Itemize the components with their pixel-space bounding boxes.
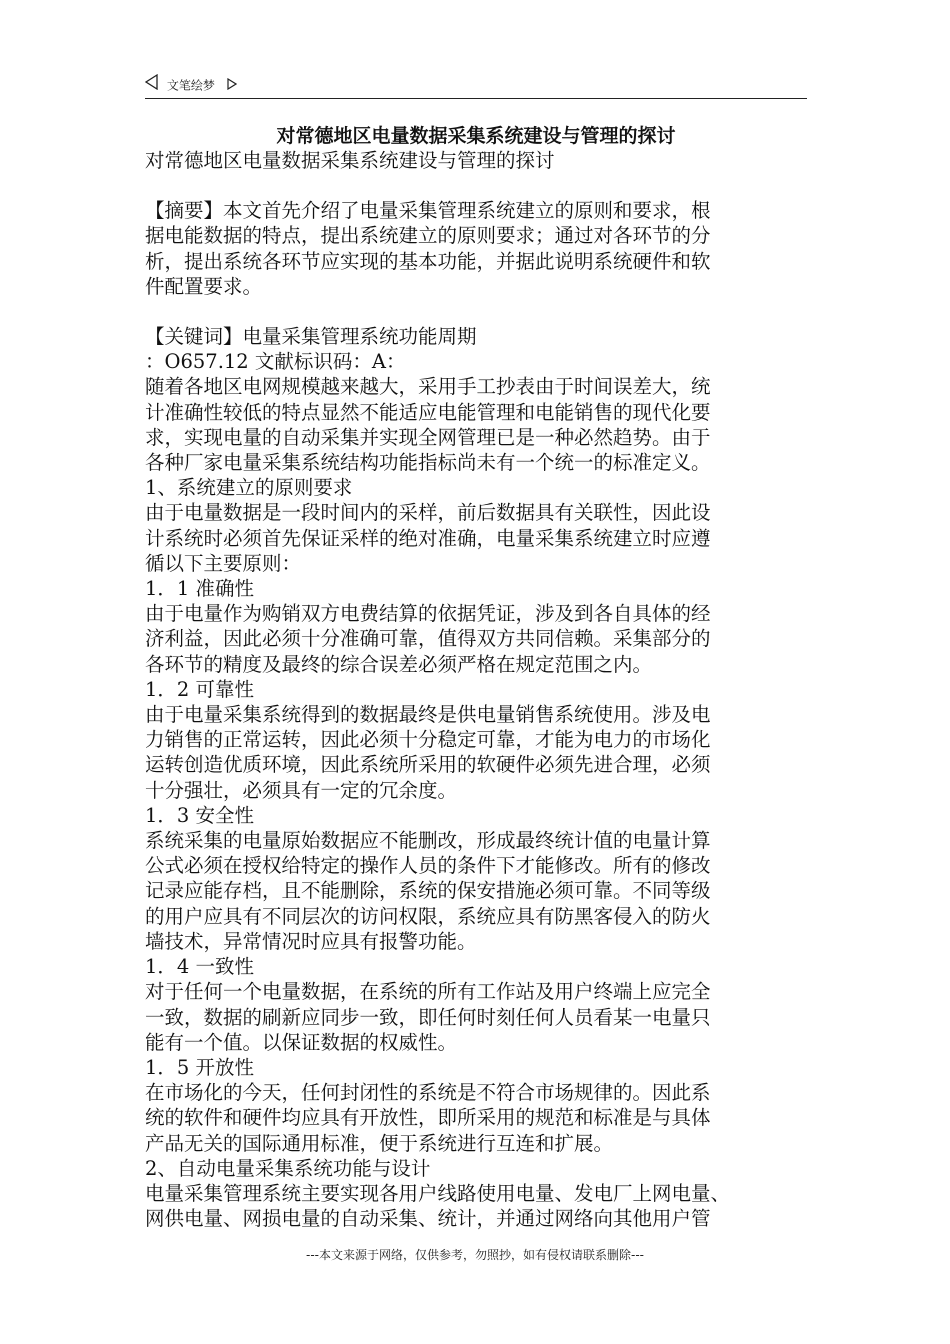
- body-line: 在市场化的今天，任何封闭性的系统是不符合市场规律的。因此系: [145, 1081, 711, 1105]
- body-line: 由于电量作为购销双方电费结算的依据凭证，涉及到各自具体的经: [145, 602, 711, 626]
- body-line: 各种厂家电量采集系统结构功能指标尚未有一个统一的标准定义。: [145, 451, 711, 475]
- body-line: 系统采集的电量原始数据应不能删改，形成最终统计值的电量计算: [145, 829, 711, 853]
- body-line: 能有一个值。以保证数据的权威性。: [145, 1030, 458, 1054]
- body-line: 济利益，因此必须十分准确可靠，值得双方共同信赖。采集部分的: [145, 627, 711, 651]
- triangle-left-icon: [145, 74, 159, 97]
- body-line: 十分强壮，必须具有一定的冗余度。: [145, 778, 458, 802]
- body-line: 产品无关的国际通用标准，便于系统进行互连和扩展。: [145, 1131, 614, 1155]
- document-body: [145, 148, 810, 1231]
- body-line: 电量采集管理系统主要实现各用户线路使用电量、发电厂上网电量、: [145, 1181, 731, 1205]
- body-line: 1、系统建立的原则要求: [145, 476, 353, 500]
- body-line: 各环节的精度及最终的综合误差必须严格在规定范围之内。: [145, 652, 653, 676]
- document-title: 对常德地区电量数据采集系统建设与管理的探讨: [276, 125, 676, 147]
- body-line: 1．2 可靠性: [145, 677, 255, 701]
- body-line: 统的软件和硬件均应具有开放性，即所采用的规范和标准是与具体: [145, 1106, 711, 1130]
- body-line: 随着各地区电网规模越来越大，采用手工抄表由于时间误差大，统: [145, 375, 711, 399]
- body-line: 2、自动电量采集系统功能与设计: [145, 1156, 431, 1180]
- body-line: 的用户应具有不同层次的访问权限，系统应具有防黑客侵入的防火: [145, 904, 711, 928]
- body-line: 析，提出系统各环节应实现的基本功能，并据此说明系统硬件和软: [145, 249, 711, 273]
- body-line: 1．5 开放性: [145, 1055, 255, 1079]
- body-line: 据电能数据的特点，提出系统建立的原则要求；通过对各环节的分: [145, 224, 711, 248]
- body-line: 件配置要求。: [145, 274, 263, 298]
- body-line: 【关键词】电量采集管理系统功能周期: [145, 325, 477, 349]
- body-line: ：O657.12 文献标识码：A：: [145, 350, 406, 374]
- body-line: 循以下主要原则：: [145, 551, 302, 575]
- body-line: 计系统时必须首先保证采样的绝对准确，电量采集系统建立时应遵: [145, 526, 711, 550]
- body-line: 【摘要】本文首先介绍了电量采集管理系统建立的原则和要求，根: [145, 199, 711, 223]
- body-line: 1．3 安全性: [145, 803, 255, 827]
- page-header: [145, 74, 807, 98]
- body-line: 求，实现电量的自动采集并实现全网管理已是一种必然趋势。由于: [145, 425, 711, 449]
- footer-notice: ---本文来源于网络，仅供参考，勿照抄，如有侵权请联系删除---: [306, 1248, 644, 1262]
- body-line: 计准确性较低的特点显然不能适应电能管理和电能销售的现代化要: [145, 400, 711, 424]
- paragraph-gap: [145, 299, 810, 324]
- body-line: 1．1 准确性: [145, 577, 255, 601]
- header-brand: 文笔绘梦: [166, 78, 215, 93]
- body-line: 对于任何一个电量数据，在系统的所有工作站及用户终端上应完全: [145, 980, 711, 1004]
- body-line: 力销售的正常运转，因此必须十分稳定可靠，才能为电力的市场化: [145, 728, 711, 752]
- body-line: 墙技术，异常情况时应具有报警功能。: [145, 929, 477, 953]
- triangle-right-icon: [227, 75, 237, 97]
- body-line: 记录应能存档，且不能删除，系统的保安措施必须可靠。不同等级: [145, 879, 711, 903]
- body-line: 对常德地区电量数据采集系统建设与管理的探讨: [145, 149, 555, 172]
- body-line: 由于电量采集系统得到的数据最终是供电量销售系统使用。涉及电: [145, 703, 711, 727]
- body-line: 一致，数据的刷新应同步一致，即任何时刻任何人员看某一电量只: [145, 1005, 711, 1029]
- body-line: 由于电量数据是一段时间内的采样，前后数据具有关联性，因此设: [145, 501, 711, 525]
- body-line: 运转创造优质环境，因此系统所采用的软硬件必须先进合理，必须: [145, 753, 711, 777]
- body-line: 1．4 一致性: [145, 955, 255, 979]
- header-divider: [145, 98, 807, 99]
- body-line: 网供电量、网损电量的自动采集、统计，并通过网络向其他用户管: [145, 1207, 711, 1231]
- body-line: 公式必须在授权给特定的操作人员的条件下才能修改。所有的修改: [145, 854, 711, 878]
- paragraph-gap: [145, 173, 810, 198]
